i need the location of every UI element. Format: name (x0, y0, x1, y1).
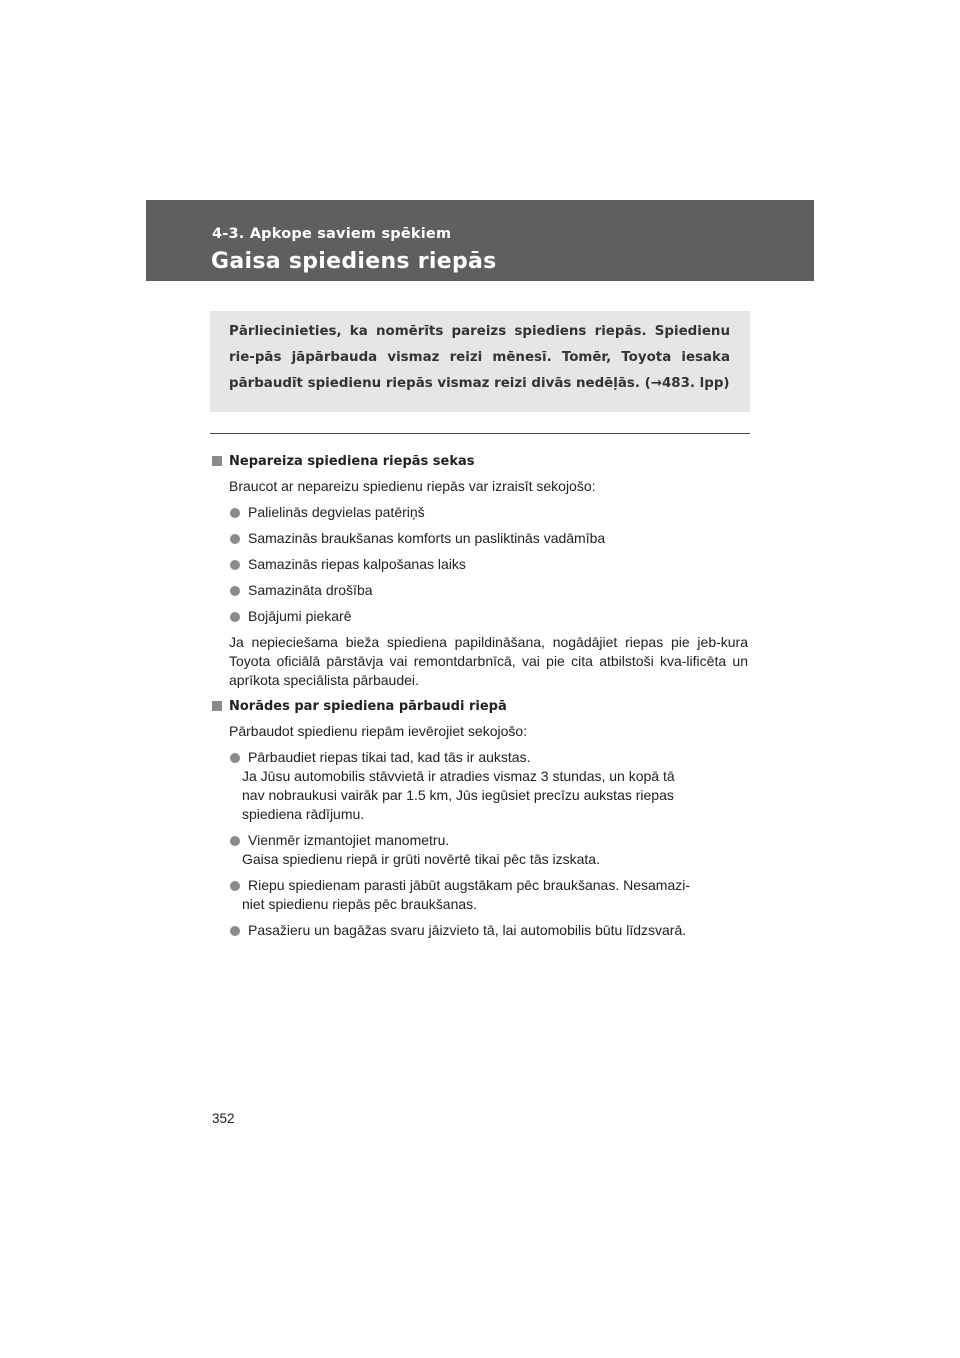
intro-text: Pārliecinieties, ka nomērīts pareizs spiediens riepās. Spiedienu rie-pās jāpārbauda vismaz reizi mēnesī. Tomēr, Toyota iesaka pārbaudīt spiedienu riepās vismaz reizi divās nedēļās. (→483. lpp) (229, 324, 730, 391)
section-heading-check (212, 697, 748, 717)
content (212, 452, 748, 947)
square-bullet-icon (212, 701, 222, 711)
section-heading-text: Nepareiza spiediena riepās sekas (229, 454, 475, 469)
circle-bullet-icon (230, 836, 240, 846)
circle-bullet-icon (230, 534, 240, 544)
list-item-line: Pārbaudiet riepas tikai tad, kad tās ir aukstas. (248, 749, 531, 765)
section-heading-consequences (212, 452, 748, 472)
list-item (212, 831, 748, 869)
list-item-text: Samazinās braukšanas komforts un pasliktinās vadāmība (248, 530, 606, 546)
list-item-text: Samazināta drošība (248, 582, 373, 598)
square-bullet-icon (212, 456, 222, 466)
list-item-line: nav nobraukusi vairāk par 1.5 km, Jūs iegūsiet precīzu aukstas riepas (242, 787, 674, 803)
list-item-line: Riepu spiedienam parasti jābūt augstākam pēc braukšanas. Nesamazi- (248, 877, 691, 893)
list-item (212, 921, 748, 940)
list-item-line: Vienmēr izmantojiet manometru. (248, 832, 450, 848)
circle-bullet-icon (230, 508, 240, 518)
list-item-text: Bojājumi piekarē (248, 608, 352, 624)
section-label: 4-3. Apkope saviem spēkiem (212, 226, 452, 242)
list-item (212, 503, 748, 522)
list-item (212, 581, 748, 600)
circle-bullet-icon (230, 926, 240, 936)
list-item-line: niet spiedienu riepās pēc braukšanas. (242, 896, 478, 912)
section-heading-text: Norādes par spiediena pārbaudi riepā (229, 699, 507, 714)
circle-bullet-icon (230, 612, 240, 622)
list-item (212, 555, 748, 574)
list-item-text: Samazinās riepas kalpošanas laiks (248, 556, 466, 572)
section-intro: Pārbaudot spiedienu riepām ievērojiet sekojošo: (229, 723, 528, 739)
circle-bullet-icon (230, 753, 240, 763)
list-item-text: Palielinās degvielas patēriņš (248, 504, 425, 520)
circle-bullet-icon (230, 560, 240, 570)
circle-bullet-icon (230, 881, 240, 891)
circle-bullet-icon (230, 586, 240, 596)
list-item-line: Gaisa spiedienu riepā ir grūti novērtē tikai pēc tās izskata. (242, 851, 600, 867)
list-item-line: spiediena rādījumu. (242, 806, 365, 822)
list-item-line: Ja Jūsu automobilis stāvvietā ir atradies vismaz 3 stundas, un kopā tā (242, 768, 675, 784)
list-item (212, 876, 748, 914)
divider (210, 433, 750, 434)
page-title: Gaisa spiediens riepās (211, 249, 497, 274)
list-item-line: Pasažieru un bagāžas svaru jāizvieto tā, lai automobilis būtu līdzsvarā. (248, 922, 687, 938)
intro-box (210, 311, 750, 412)
list-item (212, 748, 748, 824)
page-number: 352 (212, 1111, 235, 1126)
section-note: Ja nepieciešama bieža spiediena papildināšana, nogādājiet riepas pie jeb-kura Toyota oficiālā pārstāvja vai remontdarbnīcā, vai pie cita atbilstoši kva-lificēta un aprīkota speciālista pārbaudei. (229, 634, 748, 688)
list-item (212, 529, 748, 548)
list-item (212, 607, 748, 626)
section-intro: Braucot ar nepareizu spiedienu riepās var izraisīt sekojošo: (229, 478, 596, 494)
